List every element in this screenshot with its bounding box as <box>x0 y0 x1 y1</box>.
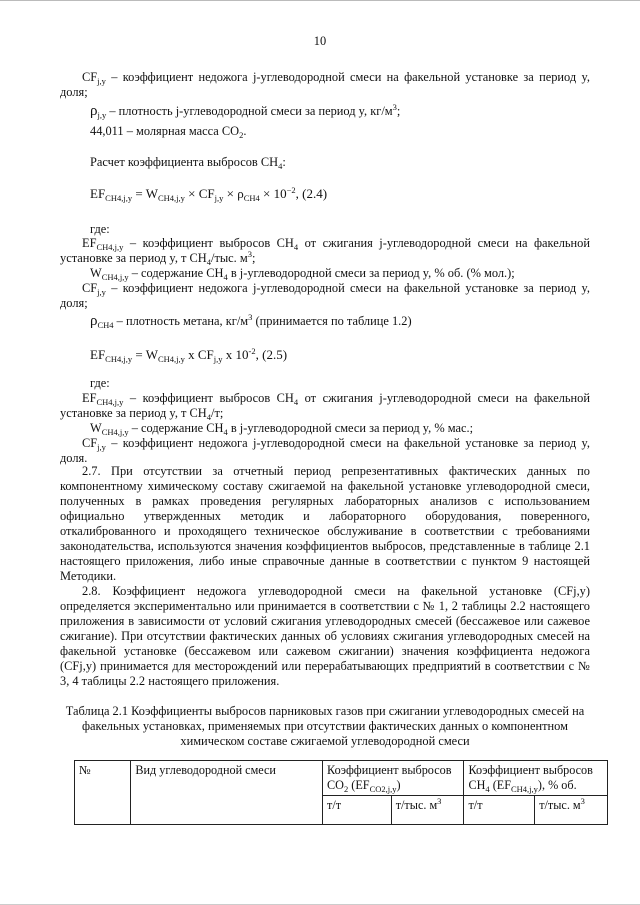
def-cf: $CF_{j,y}$ – коэффициент недожога j-углеводородной смеси на факельной установке за период y, доля; <box>60 70 590 99</box>
where1-rho: $\rho_{CH4}$ – плотность метана, $кг/м^3$ (принимается по таблице 1.2) <box>90 312 412 330</box>
table-caption: Таблица 2.1 Коэффициенты выбросов парниковых газов при сжигании углеводородных смесей на факельных установках, применяемых при отсутствии фактических данных о компонентном химическом составе сжигаемой углеводородной смеси <box>65 704 585 748</box>
paragraph-2-8: 2.8. Коэффициент недожога углеводородной смеси на факельной установке (CFj,y) определяется экспериментально или принимается в соответствии с № 1, 2 таблицы 2.2 настоящего приложения в зависимости от условий сжигания углеводородных смесей (бессажевое или сажевое сжигание). При отсутствии фактических данных об условиях сжигания углеводородных смесей на факельной установке (бессажевом или сажевом сжигании) значения коэффициента недожога (CFj,y) принимается для месторождений или перерабатывающих предприятий в соответствии с № 3, 4 таблицы 2.2 настоящего приложения. <box>60 584 590 688</box>
where-label-2: где: <box>90 376 110 390</box>
page-top-edge <box>0 0 640 1</box>
def-rho: $\rho_{j,y}$ – плотность j-углеводородной смеси за период y, $кг/м^3$; <box>90 102 401 120</box>
header-number: № <box>75 761 131 825</box>
header-ch4-factor: Коэффициент выбросов $CH_4$ $(EF_{CH4,j,y})$, % об. <box>464 761 608 796</box>
table-header-row <box>75 761 608 796</box>
where1-ef: $EF_{CH4,j,y}$ – коэффициент выбросов $CH_4$ от сжигания j-углеводородной смеси на факельной установке за период y, т $CH_4$/тыс. $м^3$; <box>60 236 590 267</box>
formula-2-5: $EF_{CH4,j,y} = W_{CH4,j,y}$ x $CF_{j,y}$ x $10^{-2}$, (2.5) <box>90 346 288 364</box>
header-co2-factor: Коэффициент выбросов $CO_2$ $(EF_{CO2,j,y})$ <box>323 761 464 796</box>
where-label-1: где: <box>90 222 110 236</box>
def-molar-mass: 44,011 – молярная масса $CO_2$. <box>90 124 247 140</box>
formula-2-4: $EF_{CH4,j,y} = W_{CH4,j,y} \times CF_{j,y} \times \rho_{CH4} \times 10^{-2}$, (2.4) <box>90 185 328 203</box>
where1-cf: $CF_{j,y}$ – коэффициент недожога j-углеводородной смеси на факельной установке за период y, доля; <box>60 281 590 310</box>
where2-w: $W_{CH4,j,y}$ – содержание $CH_4$ в j-углеводородной смеси за период y, % мас.; <box>90 421 474 437</box>
header-mixture-type: Вид углеводородной смеси <box>131 761 323 825</box>
emission-factors-table <box>74 760 608 825</box>
page-number: 10 <box>313 34 327 48</box>
where2-cf: $CF_{j,y}$ – коэффициент недожога j-углеводородной смеси на факельной установке за период y, доля. <box>60 436 590 465</box>
unit-ch4-tm: т/тыс. $м^3$ <box>535 796 608 825</box>
unit-co2-tm: т/тыс. $м^3$ <box>391 796 464 825</box>
where1-w: $W_{CH4,j,y}$ – содержание $CH_4$ в j-углеводородной смеси за период y, % об. (% мол.); <box>90 266 515 282</box>
ch4-heading: Расчет коэффициента выбросов $CH_4$: <box>90 155 286 171</box>
unit-ch4-tt: т/т <box>464 796 535 825</box>
where2-ef: $EF_{CH4,j,y}$ – коэффициент выбросов $CH_4$ от сжигания j-углеводородной смеси на факельной установке за период y, т $CH_4/т$; <box>60 391 590 422</box>
unit-co2-tt: т/т <box>323 796 392 825</box>
paragraph-2-7: 2.7. При отсутствии за отчетный период репрезентативных фактических данных по компонентному химическому составу сжигаемой на факельной установке углеводородной смеси, полученных в рамках проведения регулярных лабораторных анализов с использованием официально утвержденных методик и лабораторного оборудования, поверенного, откалиброванного и проходящего техническое обслуживание в соответствии с требованиями законодательства, используются значения коэффициентов выбросов, представленные в таблице 2.1 настоящего приложения, либо иные справочные данные в соответствии с пунктом 9 настоящей Методики. <box>60 464 590 583</box>
